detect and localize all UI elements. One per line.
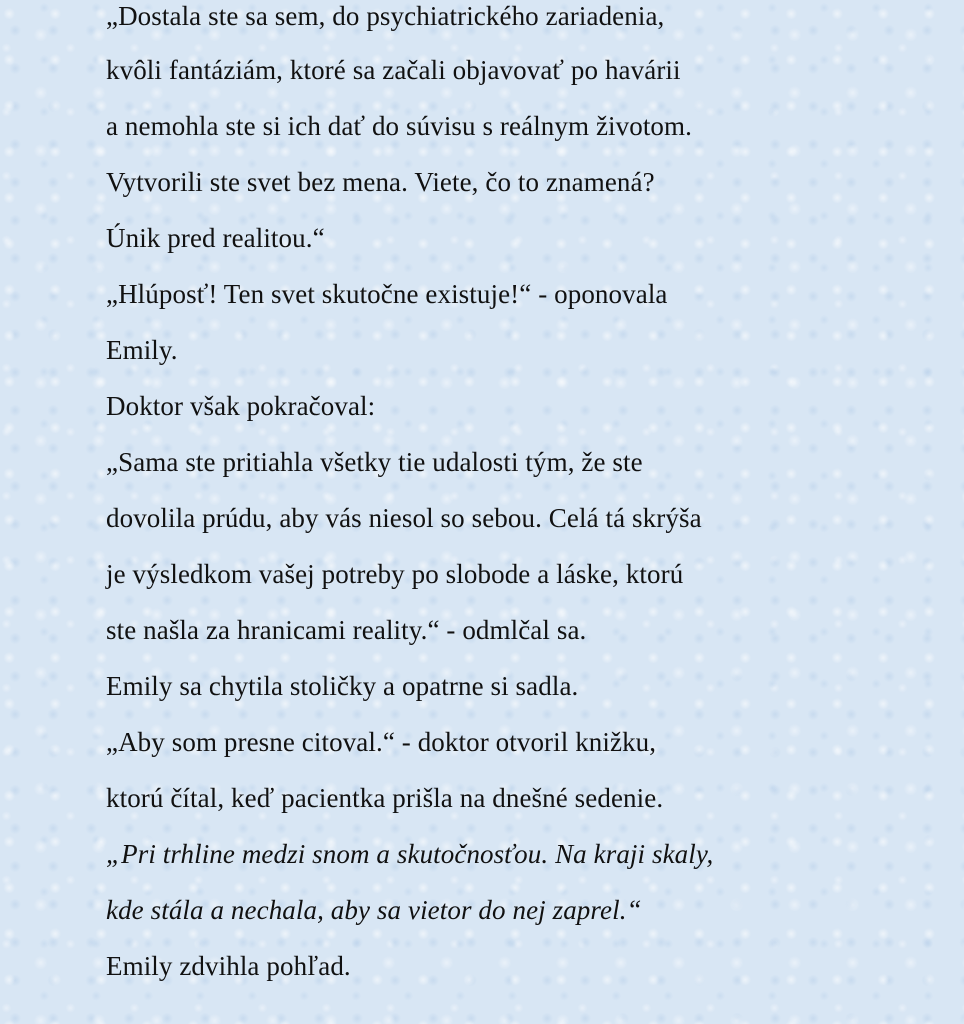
text-line-13: Emily sa chytila stoličky a opatrne si sadla. <box>106 671 579 701</box>
text-line-17-italic-quote: kde stála a nechala, aby sa vietor do nej zaprel.“ <box>106 895 642 925</box>
text-line-5: Únik pred realitou.“ <box>106 223 325 253</box>
text-line-18: Emily zdvihla pohľad. <box>106 951 351 981</box>
text-line-15: ktorú čítal, keď pacientka prišla na dnešné sedenie. <box>106 783 664 813</box>
text-line-8: Doktor však pokračoval: <box>106 391 376 421</box>
text-line-11: je výsledkom vašej potreby po slobode a láske, ktorú <box>106 559 684 589</box>
text-line-7: Emily. <box>106 335 178 365</box>
document-page <box>106 0 946 1024</box>
text-line-1: „Dostala ste sa sem, do psychiatrického zariadenia, <box>106 1 665 31</box>
text-line-14: „Aby som presne citoval.“ - doktor otvoril knižku, <box>106 727 657 757</box>
text-line-6: „Hlúposť! Ten svet skutočne existuje!“ - oponovala <box>106 279 668 309</box>
text-line-9: „Sama ste pritiahla všetky tie udalosti tým, že ste <box>106 447 643 477</box>
text-line-3: a nemohla ste si ich dať do súvisu s reálnym životom. <box>106 111 692 141</box>
text-line-2: kvôli fantáziám, ktoré sa začali objavovať po havárii <box>106 55 681 85</box>
text-line-12: ste našla za hranicami reality.“ - odmlčal sa. <box>106 615 587 645</box>
text-line-10: dovolila prúdu, aby vás niesol so sebou. Celá tá skrýša <box>106 503 702 533</box>
text-line-16-italic-quote: „Pri trhline medzi snom a skutočnosťou. Na kraji skaly, <box>106 839 714 869</box>
text-line-4: Vytvorili ste svet bez mena. Viete, čo to znamená? <box>106 167 655 197</box>
